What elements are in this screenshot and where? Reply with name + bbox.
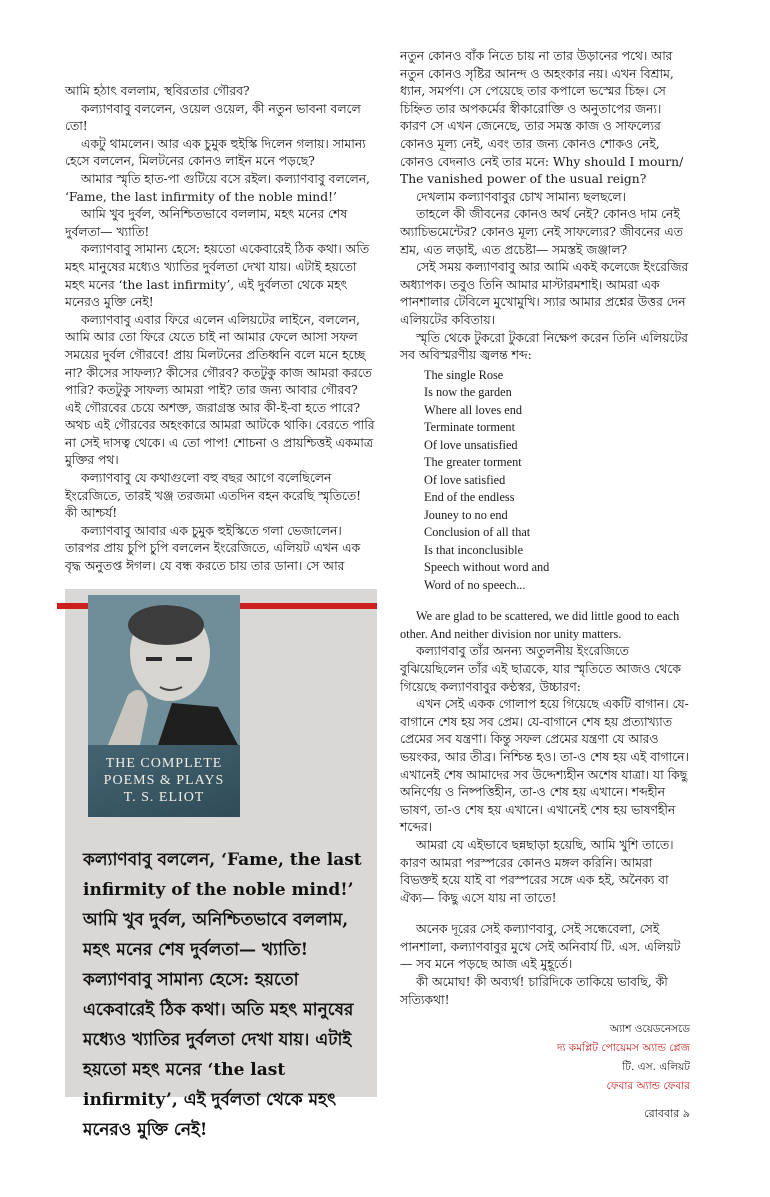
paragraph: কল্যাণবাবু বললেন, ওয়েল ওয়েল, কী নতুন ভাবনা বললে তো! — [65, 101, 361, 134]
paragraph: কল্যাণবাবু এবার ফিরে এলেন এলিয়টের লাইনে, বললেন, আমি আর তো ফিরে যেতে চাই না আমার ফেলে আসা সফল সময়ের দুর্বল গৌরবে! প্রায় মিলটনের প্রতিধ্বনি বলে মনে হচ্ছে না? কীসের সাফল্য? কীসের গৌরব? কতটুকু কাজ আমরা করতে পারি? কতটুকু সাফল্য আমরা পাই? তার জন্য আবার গৌরব? এই গৌরবের চেয়ে অশক্ত, জরাগ্রস্ত আর কী-ই-বা হতে পারে? অথচ এই গৌরবের অহংকারে আমরা আটকে থাকি। বেরতে পারি না সেই দাসত্ব থেকে। এ তো পাপ! শোচনা ও প্রায়শ্চিত্তই একমাত্র মুক্তির পথ। — [65, 312, 375, 468]
paragraph: নতুন কোনও বাঁক নিতে চায় না তার উড়ানের পথে। আর নতুন কোনও সৃষ্টির আনন্দ ও অহংকার নয়। এখন বিশ্রাম, ধ্যান, সমর্পণ। সে পেয়েছে তার কপালে ভস্মের চিহ্ন। সে চিহ্নিত তার অপকর্মের স্বীকারোক্তি ও অনুতাপের জন্য। কারণ সে এখন জেনেছে, তার সমস্ত কাজ ও সাফল্যের কোনও মূল্য নেই, এবং তার জন্য কোনও শোকও নেই, কোনও বেদনাও নেই তার মনে: Why should I mourn/ The vanished power of the usual reign? — [400, 49, 684, 187]
page-folio: রোববার ৯ — [644, 1107, 690, 1120]
book-cover-title: THE COMPLETE POEMS & PLAYS T. S. ELIOT — [103, 756, 225, 805]
paragraph: কল্যাণবাবু সামান্য হেসে: হয়তো একেবারেই ঠিক কথা। অতি মহৎ মানুষের মধ্যেও খ্যাতির দুর্বলতা দেখা যায়। এটাই হয়তো মহৎ মনের ‘the last infirmity’, এই দুর্বলতা থেকে মহৎ মনেরও মুক্তি নেই! — [65, 242, 370, 310]
poem-line: Terminate torment — [424, 420, 515, 435]
author-portrait-image — [88, 595, 240, 745]
paragraph: স্মৃতি থেকে টুকরো টুকরো নিক্ষেপ করেন তিনি এলিয়টের সব অবিস্মরণীয় জ্বলন্ত শব্দ: — [400, 330, 688, 363]
paragraph: কল্যাণবাবু যে কথাগুলো বহু বছর আগে বলেছিলেন ইংরেজিতে, তারই খঞ্জ তরজমা এতদিন বহন করেছি স্মৃতিতে! কী আশ্চর্য! — [65, 471, 362, 521]
poem-line: The single Rose — [424, 367, 504, 382]
poem-line: Of love satisfied — [424, 472, 506, 487]
poem-line: Of love unsatisfied — [424, 437, 518, 452]
paragraph: সেই সময় কল্যাণবাবু আর আমি একই কলেজে ইংরেজির অধ্যাপক। তবুও তিনি আমার মাস্টারমশাই। আমরা এক পানশালার টেবিলে মুখোমুখি। স্যার আমার প্রশ্নের উত্তর দেন এলিয়টের কবিতায়। — [400, 260, 689, 327]
credit-book-title: দ্য কমপ্লিট পোয়েমস অ্যান্ড প্লেজ — [557, 1042, 690, 1054]
paragraph: আমরা যে এইভাবে ছন্নছাড়া হয়েছি, আমি খুশি তাতে। কারণ আমরা পরস্পরের কোনও মঙ্গল করিনি। আমরা বিভক্তই হয়ে যাই বা পরস্পরের সঙ্গে এক হই, অনৈক্য বা ঐক্য— কিছু এসে যায় না তাতে! — [400, 837, 674, 905]
poem-line: The greater torment — [424, 455, 522, 470]
paragraph: কল্যাণবাবু আবার এক চুমুক হুইস্কিতে গলা ভেজালেন। তারপর প্রায় চুপি চুপি বললেন ইংরেজিতে, এলিয়ট এখন এক বৃদ্ধ অনুতপ্ত ঈগল। যে বন্ধ করতে চায় তার ডানা। সে আর — [65, 523, 361, 574]
paragraph: এখন সেই একক গোলাপ হয়ে গিয়েছে একটি বাগান। যে-বাগানে শেষ হয় সব প্রেম। যে-বাগানে শেষ হয় প্রত্যাখ্যাত প্রেমের সব যন্ত্রণা। কিন্তু সফল প্রেমের যন্ত্রণা যে আরও ভয়ংকর, আর তীব্র। নিশ্চিন্ত হও। তা-ও শেষ হয় এই বাগানে। এখানেই শেষ আমাদের সব উদ্দেশ্যহীন অশেষ যাত্রা। যা কিছু অনির্ণেয় ও নিষ্পত্তিহীন, তা-ও শেষ হয় এখানে। শব্দহীন ভাষণ, তা-ও শেষ হয় এখানে। এখানেই শেষ হয় ভাষণহীন শব্দের। — [400, 697, 689, 835]
credit-publisher: ফেবার অ্যান্ড ফেবার — [606, 1080, 690, 1092]
credit-author: টি. এস. এলিয়ট — [622, 1061, 690, 1073]
source-credits — [410, 1020, 690, 1096]
poem-line: Where all loves end — [424, 402, 522, 417]
paragraph: অনেক দূরের সেই কল্যাণবাবু, সেই সন্ধেবেলা, সেই পানশালা, কল্যাণবাবুর মুখে সেই অনিবার্য টি. এস. এলিয়ট— সব মনে পড়ছে আজ এই মুহূর্তে। — [400, 922, 681, 972]
paragraph: দেখলাম কল্যাণবাবুর চোখ সামান্য ছলছলে। — [416, 189, 626, 204]
poem-line: End of the endless — [424, 490, 515, 505]
pull-quote-text: কল্যাণবাবু বললেন, ‘Fame, the last infirmity of the noble mind!’ আমি খুব দুর্বল, অনিশ্চিতভাবে বললাম, মহৎ মনের শেষ দুর্বলতা— খ্যাতি! কল্যাণবাবু সামান্য হেসে: হয়তো একেবারেই ঠিক কথা। অতি মহৎ মানুষের মধ্যেও খ্যাতির দুর্বলতা দেখা যায়। এটাই হয়তো মহৎ মনের ‘the last infirmity’, এই দুর্বলতা থেকে মহৎ মনেরও মুক্তি নেই! — [83, 850, 362, 1140]
poem-line: Conclusion of all that — [424, 525, 531, 540]
right-column — [400, 48, 690, 1009]
paragraph: তাহলে কী জীবনের কোনও অর্থ নেই? কোনও দাম নেই অ্যাচিভমেন্টের? কোনও মূল্য নেই সাফল্যের? জীবনের এত শ্রম, এত লড়াই, এত প্রচেষ্টা— সমস্তই জঞ্জাল? — [400, 207, 683, 257]
credit-poem-title: অ্যাশ ওয়েডনেসডে — [610, 1023, 690, 1035]
paragraph: একটু থামলেন। আর এক চুমুক হুইস্কি দিলেন গলায়। সামান্য হেসে বললেন, মিলটনের কোনও লাইন মনে পড়ছে? — [65, 136, 366, 169]
poem-excerpt — [424, 367, 690, 595]
pull-quote-box — [65, 589, 377, 1140]
paragraph: কল্যাণবাবু তাঁর অনন্য অতুলনীয় ইংরেজিতে বুঝিয়েছিলেন তাঁর এই ছাত্রকে, যার স্মৃতিতে আজও থেকে গিয়েছে কল্যাণবাবুর কণ্ঠস্বর, উচ্চারণ: — [400, 644, 681, 694]
paragraph: আমার স্মৃতি হাত-পা গুটিয়ে বসে রইল। কল্যাণবাবু বললেন, ‘Fame, the last infirmity of the noble mind!’ — [65, 171, 370, 204]
poem-line: Word of no speech... — [424, 577, 526, 592]
poem-line: Speech without word and — [424, 560, 550, 575]
paragraph: আমি হঠাৎ বললাম, স্থবিরতার গৌরব? — [65, 84, 250, 98]
left-column — [65, 83, 377, 576]
paragraph: কী অমোঘ! কী অব্যর্থ! চারিদিকে তাকিয়ে ভাবছি, কী সত্যিকথা! — [400, 975, 668, 1007]
paragraph: আমি খুব দুর্বল, অনিশ্চিতভাবে বললাম, মহৎ মনের শেষ দুর্বলতা— খ্যাতি! — [65, 207, 348, 239]
poem-line: Is that inconclusible — [424, 542, 524, 557]
poem-line: Jouney to no end — [424, 507, 508, 522]
poem-line: Is now the garden — [424, 385, 512, 400]
english-quote: We are glad to be scattered, we did little good to each other. And neither division nor unity matters. — [400, 609, 680, 641]
book-cover-image — [88, 595, 240, 817]
